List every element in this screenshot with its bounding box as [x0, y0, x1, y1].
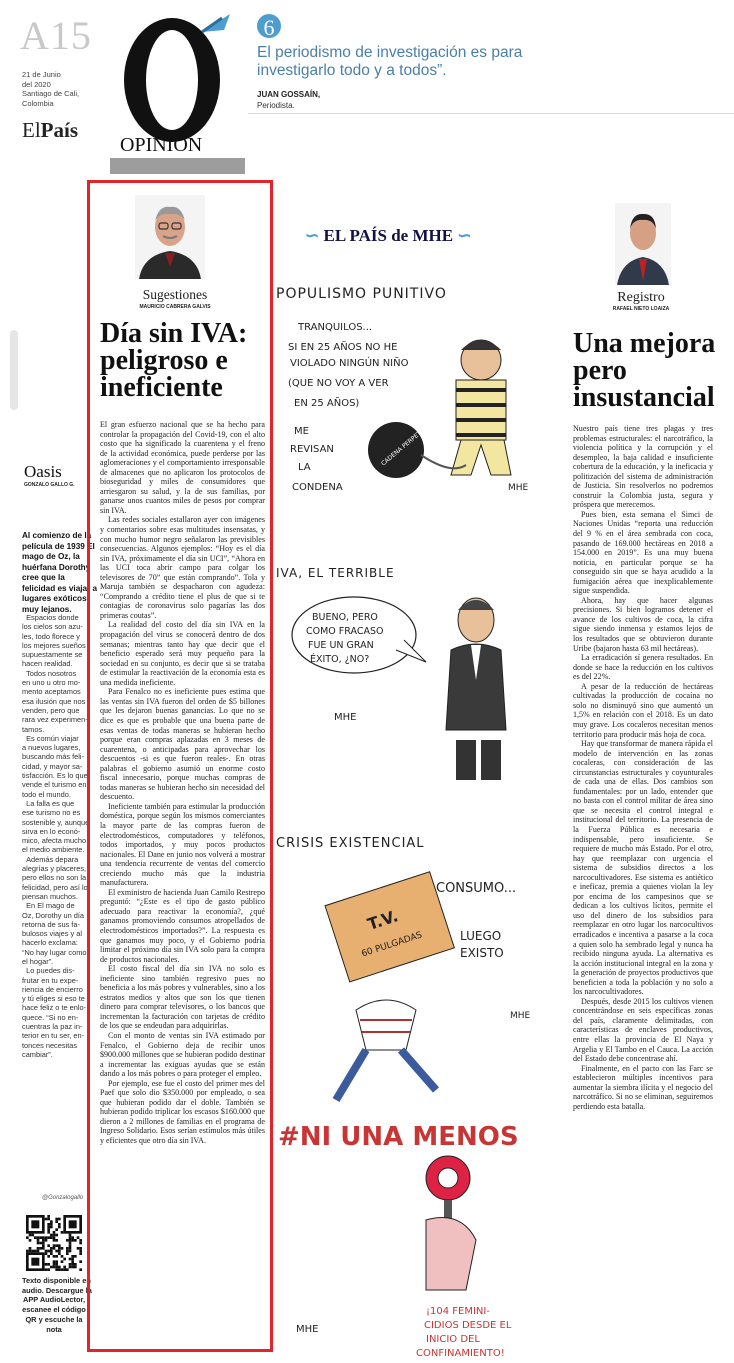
oasis-body-line: Oz, Dorothy un día: [22, 910, 85, 920]
oasis-body-line: venden, pero que: [22, 705, 80, 715]
cartoon-bubble-line: VIOLADO NINGÚN NIÑO: [290, 358, 409, 369]
header-divider: [248, 113, 734, 114]
oasis-body-line: y tú eliges si eso te: [22, 994, 85, 1004]
oasis-body-line: el hogar”.: [22, 956, 54, 966]
article-paragraph: Las redes sociales estallaron ayer con imágenes y comentarios sobre esas multitudes insensatas, y con mucho humor negro señalaron las previsibles consecuencias. Algunos ejemplos: “Hoy es el día sin IVA, próximamente el día sin UCI”, “Ahora en las UCI toca abrir campo para colgar los televisores de 70” que están comprando”. Tola y Maruja también se despacharon con agudeza: “Comprando a crédito tiene el plus de que si te contagias de coronavirus solo pagarías las dos primeras coutas”.: [100, 515, 265, 620]
cartoon-bubble-line: REVISAN: [290, 444, 334, 455]
scrollbar[interactable]: [10, 330, 18, 410]
oasis-body-line: Espacios donde: [22, 613, 79, 622]
cartoon-title: POPULISMO PUNITIVO: [276, 286, 447, 302]
oasis-body-line: Además depara: [22, 854, 79, 864]
cartoon-text: ¡104 FEMINI-: [426, 1306, 490, 1317]
oasis-body-line: En El mago de: [22, 901, 75, 911]
oasis-signature: @Gonzalogallo: [42, 1195, 84, 1201]
cartoon-bubble-line: TRANQUILOS...: [298, 322, 373, 333]
oasis-body-line: alegrías y placeres,: [22, 864, 87, 874]
oasis-body-line: cuentras la paz in-: [22, 1022, 83, 1032]
cartoon-bubble-line: EN 25 AÑOS): [294, 398, 360, 409]
oasis-body-line: ese turismo no es: [22, 808, 81, 818]
oasis-body-line: quece. “Si no en-: [22, 1012, 79, 1022]
oasis-body-line: supuestamente se: [22, 650, 83, 660]
cartoon-section-title: [305, 226, 505, 246]
page-number: A15: [20, 13, 92, 58]
audio-note-line: APP AudioLector,: [22, 1295, 85, 1305]
cartoon-bubble-line: ÉXITO, ¿NO?: [310, 654, 370, 665]
cartoonist-signature: MHE: [296, 1324, 319, 1335]
oasis-body-line: rara vez experimen-: [22, 715, 88, 725]
oasis-body-line: cambiar”.: [22, 1049, 53, 1059]
oasis-body-line: mento aceptamos: [22, 687, 81, 697]
oasis-body-line: sirva en lo econó-: [22, 826, 81, 836]
oasis-body-line: sostenible y, aunque: [22, 817, 90, 827]
column-title: Sugestiones: [142, 287, 208, 302]
date-line: Colombia: [22, 98, 54, 108]
cartoon-strip: [276, 250, 556, 1359]
oasis-body-line: esa ilusión que nos: [22, 696, 86, 706]
headline-line: Una mejora: [573, 328, 716, 359]
oasis-body-line: frutar en tu expe-: [22, 975, 79, 985]
cartoonist-signature: MHE: [510, 1011, 531, 1021]
tv-box: [325, 872, 454, 982]
headline-line: peligroso e: [100, 345, 228, 376]
article-paragraph: Pues bien, esta semana el Simci de Naciones Unidas “reporta una reducción del 9 % en el área sembrada con coca, pasando de 169.000 hectáreas en 2018 a 154.000 en 2019”. Es una muy buena noticia, en particular porque se ha conseguido sin que se haya acudido a la fumigación aérea que inexplicablemente sigue suspendida.: [573, 509, 713, 596]
article-body: [100, 420, 265, 1146]
oasis-body-line: tamos.: [22, 724, 45, 734]
lead-line: felicidad es viajar a: [22, 583, 98, 593]
oasis-body-line: felicidad, pero así lo: [22, 882, 88, 892]
oasis-body-line: los mejores sueños: [22, 640, 86, 650]
daily-quote: El periodismo de investigación es para investigarlo todo y a todos”.: [257, 44, 523, 79]
cartoon-bubble-line: BUENO, PERO: [312, 612, 378, 623]
audio-note-line: escanee el código: [22, 1305, 86, 1315]
audio-note-line: nota: [46, 1324, 62, 1334]
tv-size-label: 60 PULGADAS: [360, 930, 424, 960]
oasis-body-line: terior en tu ser, en-: [22, 1031, 85, 1041]
oasis-body-line: riencia de encierro: [22, 984, 83, 994]
oasis-body-line: el medio ambiente.: [22, 845, 85, 855]
oasis-body-line: tisfacción. Es lo que: [22, 771, 88, 781]
ball-label: CADENA PERPETUA: [380, 424, 430, 468]
oasis-body-line: buscando más feli-: [22, 752, 85, 762]
lead-line: mago de Oz, la: [22, 552, 80, 561]
oasis-body-line: mico, afecta mucho: [22, 836, 87, 846]
audio-note: [22, 1276, 92, 1334]
oasis-body-line: “No hay lugar como: [22, 947, 87, 957]
lead-line: lugares exóticos: [22, 594, 87, 603]
section-bar: [110, 158, 245, 174]
lead-line: muy lejanos.: [22, 604, 72, 614]
oasis-body-line: tonces necesitas: [22, 1040, 78, 1050]
headline-line: pero: [573, 355, 627, 386]
quote-author: JUAN GOSSAÍN,: [257, 90, 321, 99]
headline-line: ineficiente: [100, 372, 223, 403]
audio-note-line: Texto disponible en: [22, 1276, 91, 1285]
cartoon-bubble-line: CONDENA: [292, 482, 343, 493]
cartoon-bubble-line: (QUE NO VOY A VER: [288, 378, 389, 389]
oasis-section-title: Oasis: [24, 462, 62, 481]
cartoonist-signature: MHE: [334, 712, 357, 723]
swirl-icon: ∽: [453, 226, 472, 245]
article-paragraph: Con el monto de ventas sin IVA estimado por Fenalco, el Gobierno deja de recibir unos $900.000 millones que se hubieran podido destinar a incrementar las exiguas ayudas que se están dando a los más pobres o para proteger el empleo.: [100, 1031, 265, 1079]
article-paragraph: Hay que transformar de manera rápida el modelo de intervención en las zonas cocaleras, con consideración de las circunstancias estructurales y coyunturales de cada una de ellas. Dos cambios son fundamentales: por un lado, entender que no basta con el control militar de área sino que se necesita el control integral e institucional del territorio. La presencia de la Fuerza Pública es necesaria e indispensable, pero insuficiente. Se requiere de mucho más Estado. Por el otro, hay que reemplazar con urgencia el sistema de subsidios directos a los narcocultivadores. Ese sistema es antiético e ineficaz, premia a quienes violan la ley por encima de los campesinos que se dedican a los cultivos lícitos, permite el uso del dinero de los subsidios para reemplazar en otro lugar los narcocultivos erradicados e incentiva a pasarse a la coca a quien solo ha sembrado legal y nunca ha recibido ninguna ayuda. La alternativa es la acción institucional integral en la zona y la generación de proyectos productivos que beneficien a toda la población y no solo a los narcocultivadores.: [573, 739, 713, 997]
author-photo: [615, 203, 671, 285]
oasis-body-line: Todos nosotros: [22, 668, 77, 678]
article-paragraph: Por ejemplo, ese fue el costo del primer mes del Paef que solo dio $350.000 por empleado, o sea que hubieran podido dar el doble. También se hubieran podido triplicar los escasos $160.000 que dieron a 2 millones de familias en el programa de Ingreso Solidario. Esos serían estímulos más útiles y eficientes que otro día sin IVA.: [100, 1078, 265, 1146]
audio-note-line: QR y escuche la: [25, 1314, 83, 1324]
quote-number-badge: 6: [257, 14, 281, 38]
author-byline: RAFAEL NIETO LOAIZA: [612, 306, 670, 312]
article-paragraph: El exministro de hacienda Juan Camilo Restrepo preguntó: “¿Este es el tipo de gasto público adecuado para reactivar la economía?, ¿qué ganamos promoviendo consumos atropellados de electrodomésticos importados?”. La respuesta es que ganamos muy poco, y el Gobierno podría limitar el próximo día sin IVA solo para la compra de productos nacionales.: [100, 887, 265, 964]
article-paragraph: El gran esfuerzo nacional que se ha hecho para controlar la propagación del Covid-19, con el alto costo que ha significado la cuarentena y el freno de la actividad económica, puede perderse por las aglomeraciones y el comportamiento irresponsable de almacenes que no aplicaron los protocolos de bioseguridad y miles de consumidores que arriesgaron su salud, y la de sus familias, por ganarse unos cuantos miles de pesos por comprar sin IVA.: [100, 420, 265, 515]
cartoon-text: INICIO DEL: [426, 1334, 480, 1345]
article-headline: [100, 320, 265, 401]
quote-author-role: Periodista.: [257, 101, 295, 110]
cartoon-text: LUEGO: [460, 929, 502, 943]
tv-label: T.V.: [365, 906, 401, 934]
oasis-body-line: piensan muchos.: [22, 891, 78, 901]
article-headline: [573, 330, 723, 411]
article-paragraph: La realidad del costo del día sin IVA en la propagación del virus se conocerá dentro de dos semanas; mientras tanto hay que decir que el beneficio esperado será muy pequeño para la sociedad en su conjunto, es decir que si se trataba de estimular la reactivación de la economía esta es una medida ineficiente.: [100, 620, 265, 687]
article-body: [573, 424, 713, 1111]
section-label: OPINIÓN: [120, 134, 203, 156]
oasis-lead: [22, 531, 98, 615]
oasis-body-line: les, todo florece y: [22, 631, 80, 641]
oasis-body-line: retorna de sus fa-: [22, 919, 80, 929]
cartoon-title: #NI UNA MENOS: [278, 1122, 519, 1152]
lead-line: cree que la: [22, 573, 65, 582]
cartoon-text: CONFINAMIENTO!: [416, 1348, 505, 1359]
article-paragraph: Después, desde 2015 los cultivos vienen concentrándose en seis específicas zonas del país, claramente delimitadas, con características de enclaves productivos, entre ellas la provincia de El Naya y Argelia y El Tambo en el Cauca. La acción del Estado debe concentrase ahí.: [573, 996, 713, 1064]
cartoon-text: CIDIOS DESDE EL: [424, 1320, 512, 1331]
oasis-body-line: bulosos viajes y al: [22, 929, 82, 939]
oasis-body-line: cidad, y mayor sa-: [22, 761, 83, 771]
oasis-body: [22, 613, 90, 1059]
cartoon-bubble-line: LA: [298, 462, 311, 473]
article-paragraph: Finalmente, en el pacto con las Farc se establecieron múltiples incentivos para aumentar la siembra ilícita y el negocio del narcotráfico. Si no se eliminan, seguiremos perdiendo esta batalla.: [573, 1063, 713, 1111]
article-paragraph: Ahora, hay que hacer algunas precisiones. Si bien logramos detener el avance de los cultivos de coca, la cifra sigue siendo inmensa y estamos lejos de los resultados que se obtuvieron durante Uribe (bajaron hasta 63 mil hectáreas).: [573, 595, 713, 653]
lead-line: Al comienzo de la: [22, 531, 92, 540]
oasis-body-line: los cielos son azu-: [22, 622, 83, 632]
cartoon-text: EXISTO: [460, 946, 504, 960]
oasis-body-line: hacen realidad.: [22, 659, 73, 669]
cartoon-bubble-line: FUE UN GRAN: [308, 640, 374, 651]
oasis-body-line: hacerlo exclama:: [22, 938, 78, 948]
prisoner-figure: [451, 340, 511, 475]
date-line: Santiago de Cali,: [22, 89, 80, 98]
qr-code-icon[interactable]: [26, 1215, 82, 1271]
cartoon-title: CRISIS EXISTENCIAL: [276, 836, 425, 851]
lead-line: huérfana Dorothy: [22, 562, 91, 572]
article-paragraph: A pesar de la reducción de hectáreas cultivadas la producción de cocaína no solo no disminuyó sino que aumentó un 1,5% en relación con el 2018. Es un dato muy grave. Los cocaleros necesitan menos territorio para producir más hoja de coca.: [573, 681, 713, 739]
oasis-body-line: Lo puedes dis-: [22, 966, 75, 976]
author-photo: [135, 195, 205, 279]
cartoon-bubble-line: ME: [294, 426, 309, 437]
cartoon-bubble-line: SI EN 25 AÑOS NO HE: [288, 342, 398, 353]
newspaper-brand: ElPaís: [22, 118, 79, 142]
article-paragraph: El costo fiscal del día sin IVA no solo es ineficiente sino también regresivo pues no beneficia a los más pobres y vulnerables, sino a los estratos medios y altos que son los que tienen dinero para comprar televisores, o los bancos que incrementan la facturación con tarjetas de crédito de los que se endeudan para adquirirlas.: [100, 964, 265, 1031]
oasis-body-line: en uno u otro mo-: [22, 678, 81, 688]
cartoonist-signature: MHE: [508, 483, 529, 493]
oasis-body-line: Es común viajar: [22, 733, 79, 743]
article-paragraph: Para Fenalco no es ineficiente pues estima que las ventas sin IVA fueron del orden de $5 billones que les dejaron buenas ganancias. Lo que no se dice es que es probable que una buena parte de esas ventas de todas maneras se hubieran hecho porque eran compras aplazadas en 3 meses de cuarentena, o anticipadas para aprovechar los descuentos -si es que fueron reales-. En otras palabras el gobierno asumió un enorme costo fiscal innecesario, porque muchas compras de todas maneras se hubieran hecho sin necesidad del descuento.: [100, 687, 265, 802]
article-paragraph: Ineficiente también para estimular la producción doméstica, porque según los mismos comerciantes la mayor parte de las compras fueron de electrodomésticos, computadores y teléfonos, todos importados, y muy pocos productos nacionales. El Dane en junio nos volverá a mostrar una tendencia recurrente de ventas del comercio creciendo mucho más que la industria manufacturera.: [100, 801, 265, 888]
headline-line: Día sin IVA:: [100, 318, 248, 349]
woman-figure: [426, 1156, 476, 1290]
oasis-byline: GONZALO GALLO G.: [24, 482, 75, 488]
oasis-body-line: a nuevos lugares,: [22, 743, 81, 753]
author-byline: MAURICIO CABRERA GALVIS: [139, 304, 211, 310]
cartoon-bubble-line: COMO FRACASO: [306, 626, 384, 637]
swirl-icon: ∽: [305, 226, 324, 245]
headline-line: insustancial: [573, 382, 715, 413]
cartoon-header-text: EL PAÍS de MHE: [323, 226, 454, 245]
article-paragraph: La erradicación sí genera resultados. En donde se hace la reducción en los cultivos es del 22%.: [573, 653, 713, 682]
oasis-body-line: La falla es que: [22, 798, 75, 808]
oasis-body-line: vende el turismo en: [22, 780, 87, 790]
date-line: del 2020: [22, 79, 51, 89]
date-line: 21 de Junio: [22, 70, 61, 79]
oasis-body-line: todo el mundo.: [22, 789, 71, 799]
column-title: Registro: [617, 290, 665, 305]
consumer-figure: [336, 1000, 436, 1100]
oasis-body-line: hace feliz o te enlo-: [22, 1003, 87, 1013]
dateline: [22, 70, 102, 108]
cartoon-title: IVA, EL TERRIBLE: [276, 566, 395, 580]
politician-figure: [446, 598, 506, 780]
cartoon-text: CONSUMO...: [436, 881, 517, 896]
oasis-body-line: pero ellos no son la: [22, 873, 87, 883]
lead-line: película de 1939 El: [22, 541, 95, 551]
article-paragraph: Nuestro país tiene tres plagas y tres problemas estructurales: el narcotráfico, la violencia política y la corrupción y el desempleo, la baja calidad e insuficiente cobertura de la educación, y la ineficacia y politización del sistema de administración de Justicia. Sin resolverlos no podremos construir la Colombia justa, segura y próspera que merecemos.: [573, 424, 713, 510]
audio-note-line: audio. Descargue la: [22, 1285, 92, 1295]
